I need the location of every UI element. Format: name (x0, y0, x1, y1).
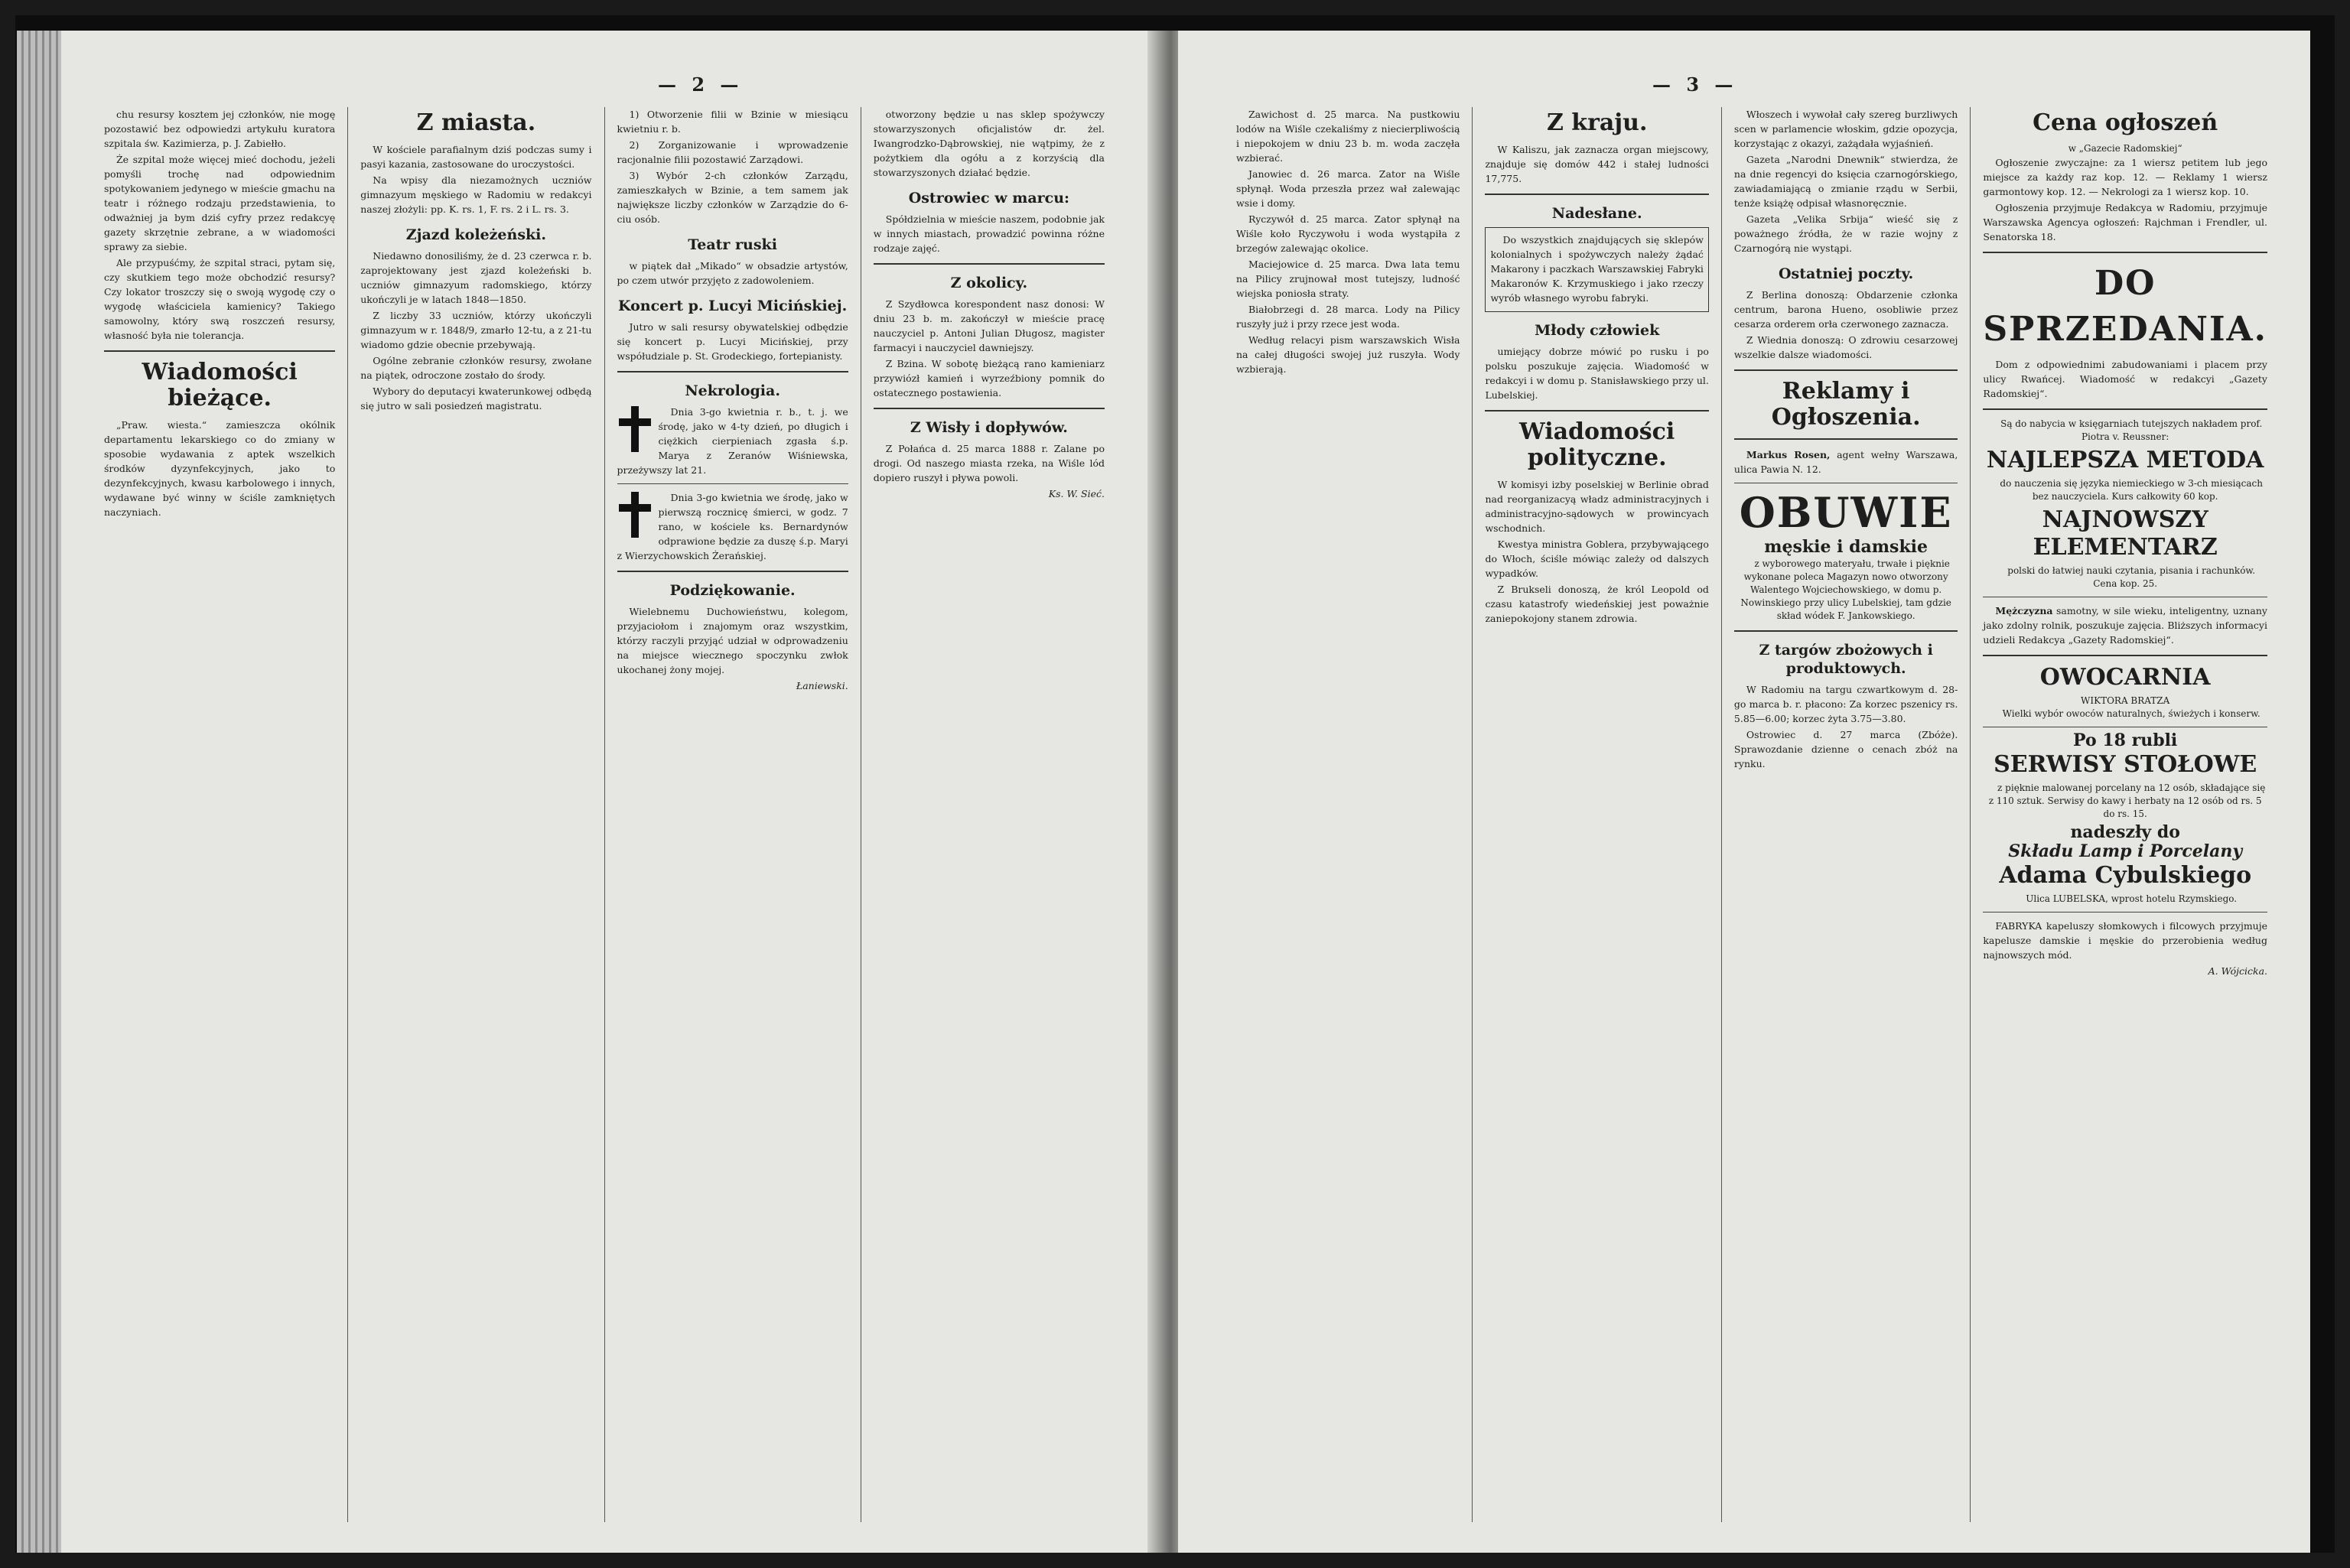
left-columns (92, 107, 1117, 1522)
ad-rates-subheading: w „Gazecie Radomskiej“ (2068, 143, 2182, 154)
ad-method-title: NAJLEPSZA METODA (1986, 447, 2264, 473)
article-text: W Radomiu na targu czwartkowym d. 28-go marca b. r. płacono: Za korzec pszenicy rs. 5.85—6.00; korzec żyta 3.75—3.80. (1733, 684, 1958, 724)
subheading: Zjazd koleżeński. (405, 226, 547, 243)
section-heading-city: Z miasta. (416, 109, 536, 136)
article-text: W kościele parafialnym dziś podczas sumy i pasyi kazania, zastosowane do uroczystości. (360, 144, 592, 170)
article-text: 2) Zorganizowanie i wprowadzenie racjonalnie filii pozostawić Zarządowi. (617, 139, 848, 165)
divider (617, 483, 848, 484)
section-divider (874, 408, 1105, 409)
section-divider (1983, 408, 2267, 410)
article-text: Ryczywół d. 25 marca. Zator spłynął na Wiśle koło Ryczywołu i woda wystąpiła z brzegów zalewając okolice. (1236, 213, 1460, 254)
obituary-entry (617, 490, 848, 563)
notice-text: Do wszystkich znajdujących się sklepów kolonialnych i spożywczych należy żądać Makarony i paczkach Warszawskiej Fabryki Makaronów K. Krzymuskiego i jako rzeczy wyrób własnego wyrobu fabryki. (1490, 234, 1704, 304)
ad-rosen-name: Markus Rosen, (1746, 449, 1831, 460)
notice-text: umiejący dobrze mówić po rusku i po polsku poszukuje zajęcia. Wiadomość w redakcyi i w domu p. Stanisławskiego przy ul. Lubelskiej. (1485, 346, 1709, 401)
article-text: Z Szydłowca korespondent nasz donosi: W dniu 23 b. m. zakończył w mieście pracę nauczyciel p. Antoni Julian Długosz, magister farmacyi i nauczyciel dawniejszy. (873, 298, 1105, 353)
ad-fruit-shop-title: OWOCARNIA (2039, 664, 2211, 691)
ad-man-text: samotny, w sile wieku, inteligentny, uznany jako zdolny rolnik, poszukuje zajęcia. Bliższych informacyi udzieli Redakcya „Gazety Radomskiej“. (1983, 605, 2267, 646)
section-divider (104, 350, 335, 352)
ad-for-sale-text: Dom z odpowiednimi zabudowaniami i placem przy ulicy Rwańcej. Wiadomość w redakcyi „Gazety Radomskiej“. (1983, 359, 2267, 399)
article-text: Gazeta „Velika Srbija“ wieść się z poważnego źródła, że w razie wojny z Czarnogórą nie wystąpi. (1733, 213, 1958, 254)
article-text: Gazeta „Narodni Dnewnik“ stwierdza, że na dnie regencyi do księcia czarnogórskiego, zawiadamiającą o zmianie rządu w Serbii, tenże książę odpisał własnoręcznie. (1733, 154, 1958, 209)
ad-dinnerware-title: SERWISY STOŁOWE (1994, 751, 2257, 778)
section-divider (1734, 438, 1958, 440)
article-text: Z Połańca d. 25 marca 1888 r. Zalane po drogi. Od naszego miasta rzeka, na Wiśle lód dopiero ruszył i pływa powoli. (873, 443, 1105, 483)
article-text: Z Berlina donoszą: Obdarzenie członka centrum, barona Hueno, osobliwie przez cesarza orderem orła czerwonego zaznacza. (1733, 289, 1958, 330)
section-divider (874, 263, 1105, 265)
section-heading-markets: Z targów zbożowych i produktowych. (1759, 642, 1933, 677)
article-text: 1) Otworzenie filii w Bzinie w miesiącu kwietniu r. b. (617, 109, 848, 135)
article-text: chu resursy kosztem jej członków, nie mogę pozostawić bez odpowiedzi artykułu kuratora szpitala św. Kazimierza, p. J. Zabiełło. (104, 109, 336, 149)
article-text: W komisyi izby poselskiej w Berlinie obrad nad reorganizacyą władz administracyjnych i administracyjno-sądowych w prowincyach wschodnich. (1485, 479, 1709, 534)
right-col-2 (1472, 107, 1720, 1522)
article-text: w piątek dał „Mikado“ w obsadzie artystów, po czem utwór przyjęto z zadowoleniem. (617, 260, 848, 286)
article-text: Według relacyi pism warszawskich Wisła na całej długości swojej już ruszyła. Wody wzbierają. (1236, 334, 1460, 375)
ad-shoes-title: OBUWIE (1739, 488, 1953, 537)
signature: Ks. W. Sieć. (1048, 488, 1105, 499)
article-text: Kwestya ministra Goblera, przybywającego do Włoch, ściśle mówiąc zależy od dalszych wypadków. (1485, 538, 1709, 579)
article-text: Na wpisy dla niezamożnych uczniów gimnazyum męskiego w Radomiu w redakcyi naszej złożyli: pp. K. rs. 1, F. rs. 2 i L. rs. 3. (360, 174, 592, 215)
left-col-3 (604, 107, 861, 1522)
ad-rosen-text: agent wełny Warszawa, ulica Pawia N. 12. (1733, 449, 1958, 475)
right-col-4 (1970, 107, 2280, 1522)
ad-fruit-shop-owner: WIKTORA BRATZA (2081, 695, 2170, 706)
article-text: Że szpital może więcej mieć dochodu, jeżeli pomyśli trochę nad odpowiednim spotykowaniem jedynego w mieście gmachu na teatr i różnego rodzaju przedstawienia, to odważniej ja bym dziś cyfry przez redakcyę gazety skrzętnie zebrane, a w wiadomości sprawy za siebie. (104, 154, 336, 252)
obituary-text: Dnia 3-go kwietnia r. b., t. j. we środę, jako w 4-ty dzień, po długich i ciężkich cierpieniach zgasła ś.p. Marya z Zeranów Wiśniewska, przeżywszy lat 21. (617, 406, 848, 476)
section-divider (1485, 194, 1708, 195)
signature: Łaniewski. (796, 680, 848, 691)
section-heading-submitted: Nadesłane. (1551, 205, 1642, 222)
ad-rosen (1734, 447, 1958, 477)
section-divider (617, 371, 848, 372)
section-heading-politics: Wiadomości polityczne. (1519, 418, 1675, 471)
article-text: Z liczby 33 uczniów, którzy ukończyli gimnazyum w r. 1848/9, zmarło 12-tu, a z 21-tu wiadomo gdzie obecnie przebywają. (360, 310, 592, 350)
right-page-number: — 3 — (1652, 73, 1738, 96)
article-text: Niedawno donosiliśmy, że d. 23 czerwca r. b. zaprojektowany jest zjazd koleżeński b. uczniów gimnazyum radomskiego, którzy ukończyli je w latach 1848—1850. (360, 250, 592, 305)
article-text: Jutro w sali resursy obywatelskiej odbędzie się koncert p. Lucyi Micińskiej, przy współudziale p. St. Grodeckiego, fortepianisty. (617, 321, 848, 362)
section-divider (1734, 369, 1958, 371)
article-text: Ale przypuśćmy, że szpital straci, pytam się, czy skutkiem tego może obchodzić resursy? Czy lokator troszczy się o swoją wygodę czy o wygodę właściciela kamienicy? Takiego samowolny, który swą roszczeń resursy, własność była nie tolerancja. (104, 257, 336, 341)
article-text: Ostrowiec d. 27 marca (Zbóże). Sprawozdanie dzienne o cenach zbóż na rynku. (1733, 729, 1958, 769)
section-divider (1485, 410, 1708, 412)
signature: A. Wójcicka. (2208, 965, 2267, 977)
ad-man-heading: Mężczyzna (1995, 605, 2053, 616)
article-text: Zawichost d. 25 marca. Na pustkowiu lodów na Wiśle czekaliśmy z niecierpliwością i niepokojem w dniu 23 b. m. woda zaczęła wzbierać. (1236, 109, 1460, 164)
article-text: 3) Wybór 2-ch członków Zarządu, zamieszkałych w Bzinie, a tem samem jak największe liczby członków w Zarządzie do 6-ciu osób. (617, 170, 848, 225)
page-edge-stack (17, 31, 63, 1553)
subheading: Teatr ruski (688, 236, 777, 253)
right-page (1178, 31, 2310, 1553)
section-divider (1983, 655, 2267, 656)
section-heading-country: Z kraju. (1546, 109, 1648, 136)
left-col-2 (347, 107, 604, 1522)
article-text: Ogólne zebranie członków resursy, zwołane na piątek, odroczone zostało do środy. (360, 355, 592, 381)
cross-icon (617, 492, 653, 538)
subheading: Ostrowiec w marcu: (908, 190, 1070, 207)
article-text: Wielebnemu Duchowieństwu, kolegom, przyjaciołom i znajomym oraz wszystkim, którzy raczyli przyjąć udział w odprowadzeniu na miejsce wiecznego spoczynku zwłok ukochanej żony mojej. (617, 606, 848, 675)
ad-rates-text: Ogłoszenie zwyczajne: za 1 wiersz petitem lub jego miejsce za każdy raz kop. 12. — Reklamy 1 wiersz garmontowy kop. 12. — Nekrologi za 1 wiersz kop. 10. (1983, 157, 2267, 197)
article-text: Włoszech i wywołał cały szereg burzliwych scen w parlamencie włoskim, gdzie opozycja, korzystając z okazyi, zażądała wyjaśnień. (1733, 109, 1958, 149)
article-text: Janowiec d. 26 marca. Zator na Wiśle spłynął. Woda przeszła przez wał zalewając wsie i domy. (1236, 168, 1460, 209)
section-heading-thanks: Podziękowanie. (669, 582, 796, 599)
article-text: Z Bzina. W sobotę bieżącą rano kamieniarz przywiózł kamień i wyrzeźbiony pomnik do ostatecznego postawienia. (873, 358, 1105, 399)
article-text: Wybory do deputacyi kwaterunkowej odbędą się jutro w sali posiedzeń magistratu. (360, 385, 592, 412)
ad-hat-factory-text: FABRYKA kapeluszy słomkowych i filcowych przyjmuje kapelusze damskie i męskie do przerobienia według najnowszych mód. (1983, 920, 2267, 961)
ad-shoes-subtitle: męskie i damskie (1764, 537, 1928, 557)
article-text: Spółdzielnia w mieście naszem, podobnie jak w innych miastach, prowadzić powinna różne rodzaje zajęć. (873, 213, 1105, 254)
ad-man-seeks-work (1983, 603, 2267, 647)
article-text: Białobrzegi d. 28 marca. Lody na Pilicy ruszyły już i przy rzece jest woda. (1236, 304, 1460, 330)
left-col-1 (92, 107, 347, 1522)
ad-cybulski-address: Ulica LUBELSKA, wprost hotelu Rzymskiego. (2026, 893, 2238, 904)
ad-dinnerware-text: z pięknie malowanej porcelany na 12 osób, składające się z 110 sztuk. Serwisy do kawy i herbaty na 12 osób od rs. 5 do rs. 15. (1988, 782, 2266, 819)
subheading: Koncert p. Lucyi Micińskiej. (617, 298, 848, 314)
section-heading-ads: Reklamy i Ogłoszenia. (1771, 378, 1921, 431)
article-text: „Praw. wiesta.“ zamieszcza okólnik departamentu lekarskiego co do zmiany w sposobie wydawania z aptek wszelkich środków dyzynfekcyjnych, jako to dezynfekcyjnych, kwasu karbolowego i innych, wydawane być winny w ściśle zamkniętych naczyniach. (104, 419, 336, 518)
section-heading-latest-post: Ostatniej poczty. (1778, 265, 1914, 282)
article-text: otworzony będzie u nas sklep spożywczy stowarzyszonych oficjalistów dr. żel. Iwangrodzko-Dąbrowskiej, nie wątpimy, że z pożytkiem dla ogółu a z korzyścią dla stowarzyszonych działać będzie. (873, 109, 1105, 178)
article-text: Z Brukseli donoszą, że król Leopold od czasu katastrofy wiedeńskiej jest poważnie zaniepokojony stanem zdrowia. (1485, 584, 1709, 624)
ad-cybulski-name: Adama Cybulskiego (1999, 862, 2252, 889)
ad-dinnerware-arrived: nadeszły do (2070, 822, 2180, 842)
article-text: Z Wiednia donoszą: O zdrowiu cesarzowej wszelkie dalsze wiadomości. (1733, 334, 1958, 360)
obituary-text: Dnia 3-go kwietnia we środę, jako w pierwszą rocznicę śmierci, w godz. 7 rano, w kościele ks. Bernardynów odprawione będzie za duszę ś.p. Maryi z Wierzychowskich Żerańskiej. (617, 492, 848, 561)
ad-for-sale-title: DO SPRZEDANIA. (1983, 264, 2267, 349)
section-heading-news: Wiadomości bieżące. (142, 359, 298, 412)
cross-icon (617, 406, 653, 452)
right-col-3 (1721, 107, 1970, 1522)
ad-dinnerware-price: Po 18 rubli (2073, 730, 2178, 750)
section-divider (1734, 630, 1958, 632)
section-divider (617, 571, 848, 572)
ad-method-text: do nauczenia się języka niemieckiego w 3-ch miesiącach bez nauczyciela. Kurs całkowity 60 kop. (2000, 478, 2263, 502)
ad-shoes-text: z wyborowego materyału, trwałe i pięknie wykonane poleca Magazyn nowo otworzony Walentego Wojciechowskiego, w domu p. Nowinskiego przy ulicy Lubelskiej, tam gdzie skład wódek F. Jankowskiego. (1740, 558, 1951, 621)
ad-primer-text: polski do łatwiej nauki czytania, pisania i rachunków. Cena kop. 25. (2007, 565, 2256, 589)
section-heading-region: Z okolicy. (950, 275, 1028, 291)
obituary-entry (617, 405, 848, 477)
left-col-4 (861, 107, 1117, 1522)
ad-fruit-shop-text: Wielki wybór owoców naturalnych, świeżych i konserw. (2002, 708, 2260, 719)
section-divider (1983, 252, 2267, 253)
section-heading-vistula: Z Wisły i dopływów. (910, 419, 1068, 436)
article-text: Maciejowice d. 25 marca. Dwa lata temu na Pilicy zrujnował most tutejszy, ludność wiejska poniosła straty. (1236, 259, 1460, 299)
article-text: W Kaliszu, jak zaznacza organ miejscowy, znajduje się domów 442 i stałej ludności 17,775. (1485, 144, 1709, 184)
notice-heading: Młody człowiek (1535, 322, 1660, 339)
right-columns (1224, 107, 2280, 1522)
submitted-notice-box (1485, 227, 1708, 312)
right-col-1 (1224, 107, 1472, 1522)
ad-lamp-store-title: Składu Lamp i Porcelany (2008, 841, 2243, 861)
left-page-number: — 2 — (658, 73, 744, 96)
ad-books-intro: Są do nabycia w księgarniach tutejszych nakładem prof. Piotra v. Reussner: (2000, 418, 2263, 442)
left-page (61, 31, 1163, 1553)
section-heading-obituaries: Nekrologia. (685, 382, 780, 399)
ad-rates-text: Ogłoszenia przyjmuje Redakcya w Radomiu, przyjmuje Warszawska Agencya ogłoszeń: Rajchman i Frendler, ul. Senatorska 18. (1983, 202, 2267, 242)
ad-primer-title: NAJNOWSZY ELEMENTARZ (2033, 506, 2218, 561)
ad-rates-heading: Cena ogłoszeń (2033, 109, 2218, 136)
